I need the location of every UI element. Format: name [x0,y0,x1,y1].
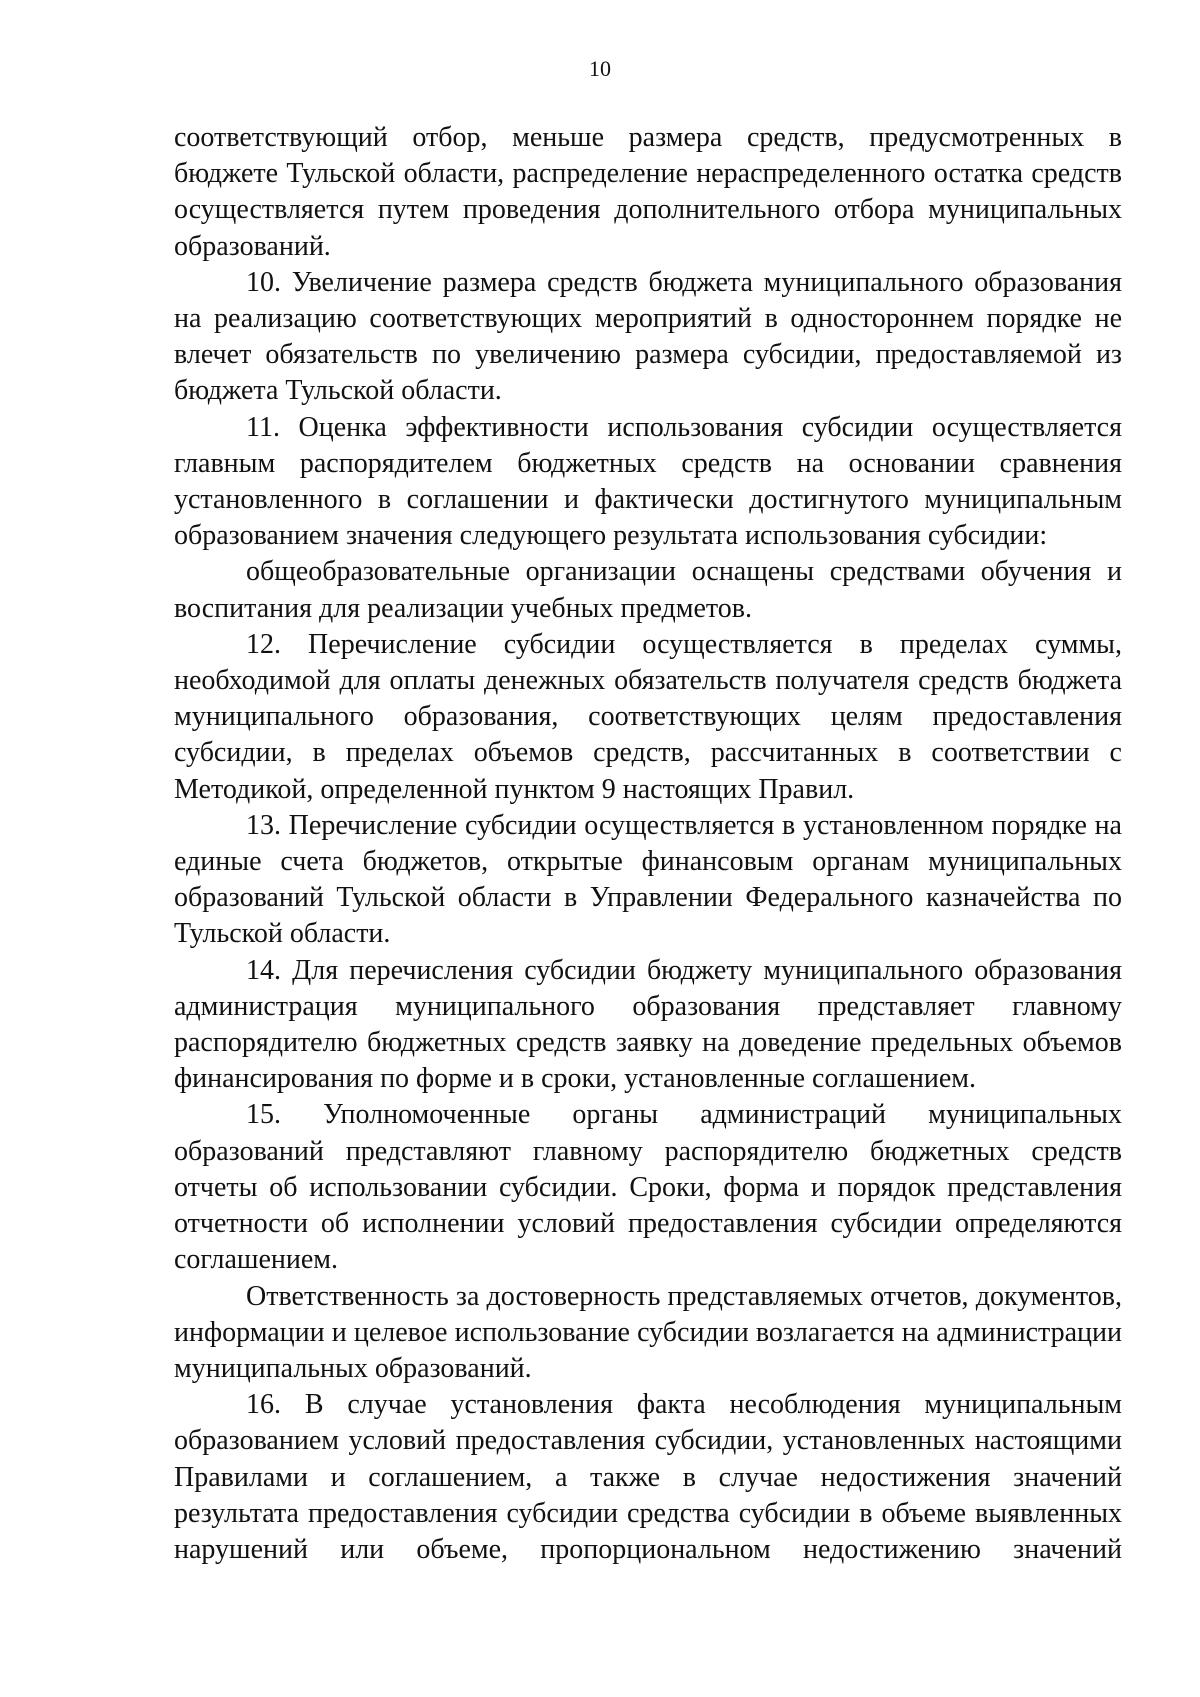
paragraph-item-14: 14. Для перечисления субсидии бюджету муниципального образования администрация муниципального образования представляет главному распорядителю бюджетных средств заявку на доведение предельных объемов финансирования по форме и в сроки, установленные соглашением. [174,954,1122,1095]
paragraph-item-16: 16. В случае установления факта несоблюдения муниципальным образованием условий предоставления субсидии, установленных настоящими Правилами и соглашением, а также в случае недостижения значений результата предоставления субсидии средства субсидии в объеме выявленных нарушений или объеме, пропорциональном недостижению значений [174,1389,1122,1565]
paragraph-responsibility: Ответственность за достоверность представляемых отчетов, документов, информации и целевое использование субсидии возлагается на администрации муниципальных образований. [174,1280,1122,1384]
document-body [174,120,1122,1568]
paragraph-item-11: 11. Оценка эффективности использования субсидии осуществляется главным распорядителем бюджетных средств на основании сравнения установленного в соглашении и фактически достигнутого муниципальным образованием значения следующего результата использования субсидии: [174,411,1122,552]
paragraph-continuation: соответствующий отбор, меньше размера средств, предусмотренных в бюджете Тульской области, распределение нераспределенного остатка средств осуществляется путем проведения дополнительного отбора муниципальных образований. [174,122,1122,262]
paragraph-item-13: 13. Перечисление субсидии осуществляется в установленном порядке на единые счета бюджетов, открытые финансовым органам муниципальных образований Тульской области в Управлении Федерального казначейства по Тульской области. [174,809,1122,950]
paragraph-item-15: 15. Уполномоченные органы администраций муниципальных образований представляют главному распорядителю бюджетных средств отчеты об использовании субсидии. Сроки, форма и порядок представления отчетности об исполнении условий предоставления субсидии определяются соглашением. [174,1099,1122,1276]
paragraph-item-10: 10. Увеличение размера средств бюджета муниципального образования на реализацию соответствующих мероприятий в одностороннем порядке не влечет обязательств по увеличению размера субсидии, предоставляемой из бюджета Тульской области. [174,266,1122,407]
paragraph-item-12: 12. Перечисление субсидии осуществляется в пределах суммы, необходимой для оплаты денежных обязательств получателя средств бюджета муниципального образования, соответствующих целям предоставления субсидии, в пределах объемов средств, рассчитанных в соответствии с Методикой, определенной пунктом 9 настоящих Правил. [174,628,1122,805]
paragraph-result-indicator: общеобразовательные организации оснащены средствами обучения и воспитания для реализации учебных предметов. [174,556,1122,624]
page-number: 10 [589,56,611,81]
